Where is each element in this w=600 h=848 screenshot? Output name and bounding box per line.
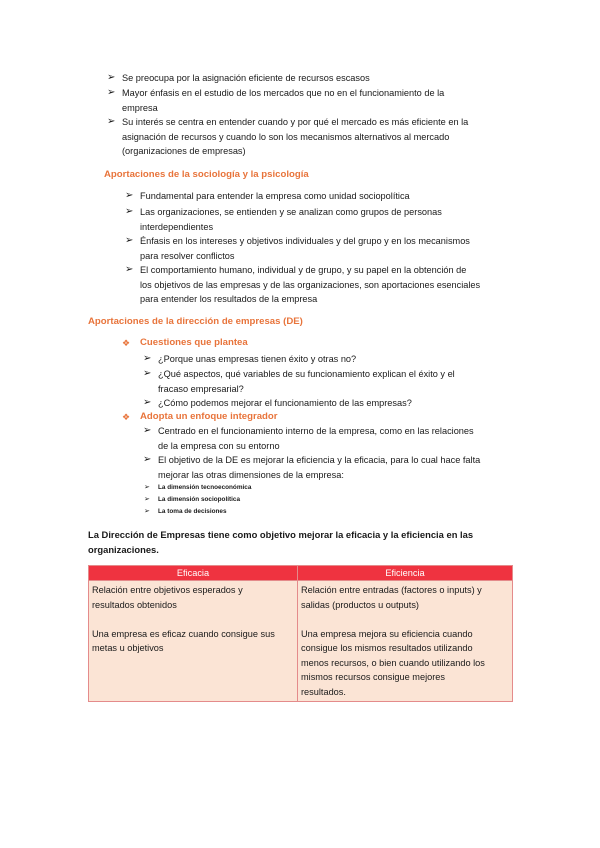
header-eficiencia: Eficiencia xyxy=(298,566,513,581)
diamond-bullet-icon: ❖ xyxy=(122,412,131,422)
diamond-bullet-icon: ❖ xyxy=(122,338,131,348)
cell-eficacia: Relación entre objetivos esperados y resultados obtenidos Una empresa es eficaz cuando consigue sus metas u objetivos xyxy=(89,581,298,702)
socio-bullet-4: El comportamiento humano, individual y de grupo, y su papel en la obtención de los objetivos de las empresas y de las organizaciones, son aportaciones esenciales para entender los resultados de la empresa xyxy=(140,265,481,304)
dimension-3: La toma de decisiones xyxy=(158,508,227,515)
arrow-bullet-icon: ➢ xyxy=(144,508,150,515)
arrow-bullet-icon: ➢ xyxy=(144,496,150,503)
socio-bullet-3: Énfasis en los intereses y objetivos individuales y del grupo y en los mecanismos para resolver conflictos xyxy=(140,236,470,261)
intro-bullet-2: Mayor énfasis en el estudio de los mercados que no en el funcionamiento de la empresa xyxy=(122,88,445,113)
arrow-bullet-icon: ➢ xyxy=(107,87,116,98)
enfoque-2: El objetivo de la DE es mejorar la eficiencia y la eficacia, para lo cual hace falta mejorar las otras dimensiones de la empresa: xyxy=(158,455,481,480)
conclusion-paragraph: La Dirección de Empresas tiene como objetivo mejorar la eficacia y la eficiencia en las organizaciones. xyxy=(88,529,474,555)
arrow-bullet-icon: ➢ xyxy=(125,264,134,275)
arrow-bullet-icon: ➢ xyxy=(143,454,152,465)
section-heading-de: Aportaciones de la dirección de empresas (DE) xyxy=(88,316,303,327)
arrow-bullet-icon: ➢ xyxy=(143,368,152,379)
intro-bullet-1: Se preocupa por la asignación eficiente de recursos escasos xyxy=(122,73,370,83)
eficacia-eficiencia-table xyxy=(88,565,513,702)
arrow-bullet-icon: ➢ xyxy=(125,190,134,201)
cuestion-1: ¿Porque unas empresas tienen éxito y otras no? xyxy=(158,354,357,364)
cell-eficiencia: Relación entre entradas (factores o inputs) y salidas (productos u outputs) Una empresa mejora su eficiencia cuando consigue los mismos resultados utilizando menos recursos, o bien cuando utilizando los mismos recursos consigue mejores resultados. xyxy=(298,581,513,702)
arrow-bullet-icon: ➢ xyxy=(125,235,134,246)
dimension-1: La dimensión tecnoeconómica xyxy=(158,484,252,491)
cuestion-3: ¿Cómo podemos mejorar el funcionamiento de las empresas? xyxy=(158,398,412,408)
intro-bullet-3: Su interés se centra en entender cuando y por qué el mercado es más eficiente en la asignación de recursos y cuando lo son los mecanismos alternativos al mercado (organizaciones de empresas) xyxy=(122,117,469,156)
subheading-enfoque: Adopta un enfoque integrador xyxy=(140,411,278,422)
cuestion-2: ¿Qué aspectos, qué variables de su funcionamiento explican el éxito y el fracaso empresarial? xyxy=(158,369,455,394)
subheading-cuestiones: Cuestiones que plantea xyxy=(140,337,248,348)
socio-bullet-1: Fundamental para entender la empresa como unidad sociopolítica xyxy=(140,191,410,201)
arrow-bullet-icon: ➢ xyxy=(107,116,116,127)
arrow-bullet-icon: ➢ xyxy=(143,353,152,364)
header-eficacia: Eficacia xyxy=(89,566,298,581)
arrow-bullet-icon: ➢ xyxy=(107,72,116,83)
arrow-bullet-icon: ➢ xyxy=(143,397,152,408)
dimension-2: La dimensión sociopolítica xyxy=(158,496,241,503)
arrow-bullet-icon: ➢ xyxy=(125,206,134,217)
section-heading-sociologia: Aportaciones de la sociología y la psicología xyxy=(104,169,309,180)
arrow-bullet-icon: ➢ xyxy=(143,425,152,436)
socio-bullet-2: Las organizaciones, se entienden y se analizan como grupos de personas interdependientes xyxy=(140,207,442,232)
arrow-bullet-icon: ➢ xyxy=(144,484,150,491)
enfoque-1: Centrado en el funcionamiento interno de la empresa, como en las relaciones de la empresa con su entorno xyxy=(158,426,474,451)
